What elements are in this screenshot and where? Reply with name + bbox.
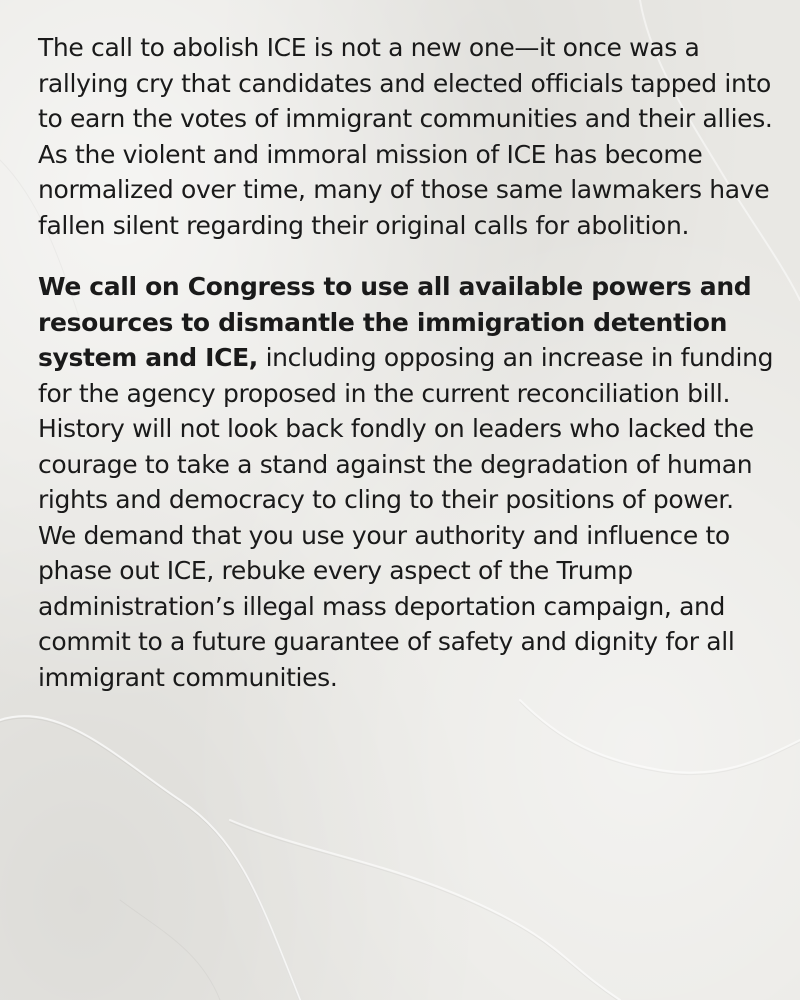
paragraph-call-to-congress xyxy=(38,269,778,695)
letter-body xyxy=(38,30,778,695)
paragraph-1-text: The call to abolish ICE is not a new one—it once was a rallying cry that candidates and elected officials tapped into to earn the votes of immigrant communities and their allies. As the violent and immoral mission of ICE has become normalized over time, many of those same lawmakers have fallen silent regarding their original calls for abolition. xyxy=(38,33,773,240)
paragraph-2-text: including opposing an increase in funding for the agency proposed in the current reconciliation bill. History will not look back fondly on leaders who lacked the courage to take a stand against the degradation of human rights and democracy to cling to their positions of power. We demand that you use your authority and influence to phase out ICE, rebuke every aspect of the Trump administration’s illegal mass deportation campaign, and commit to a future guarantee of safety and dignity for all immigrant communities. xyxy=(38,343,774,692)
paragraph-2-bold-lead: We call on Congress to use all available powers and resources to dismantle the immigration detention system and ICE, xyxy=(38,272,752,372)
paragraph-abolition-history xyxy=(38,30,778,243)
